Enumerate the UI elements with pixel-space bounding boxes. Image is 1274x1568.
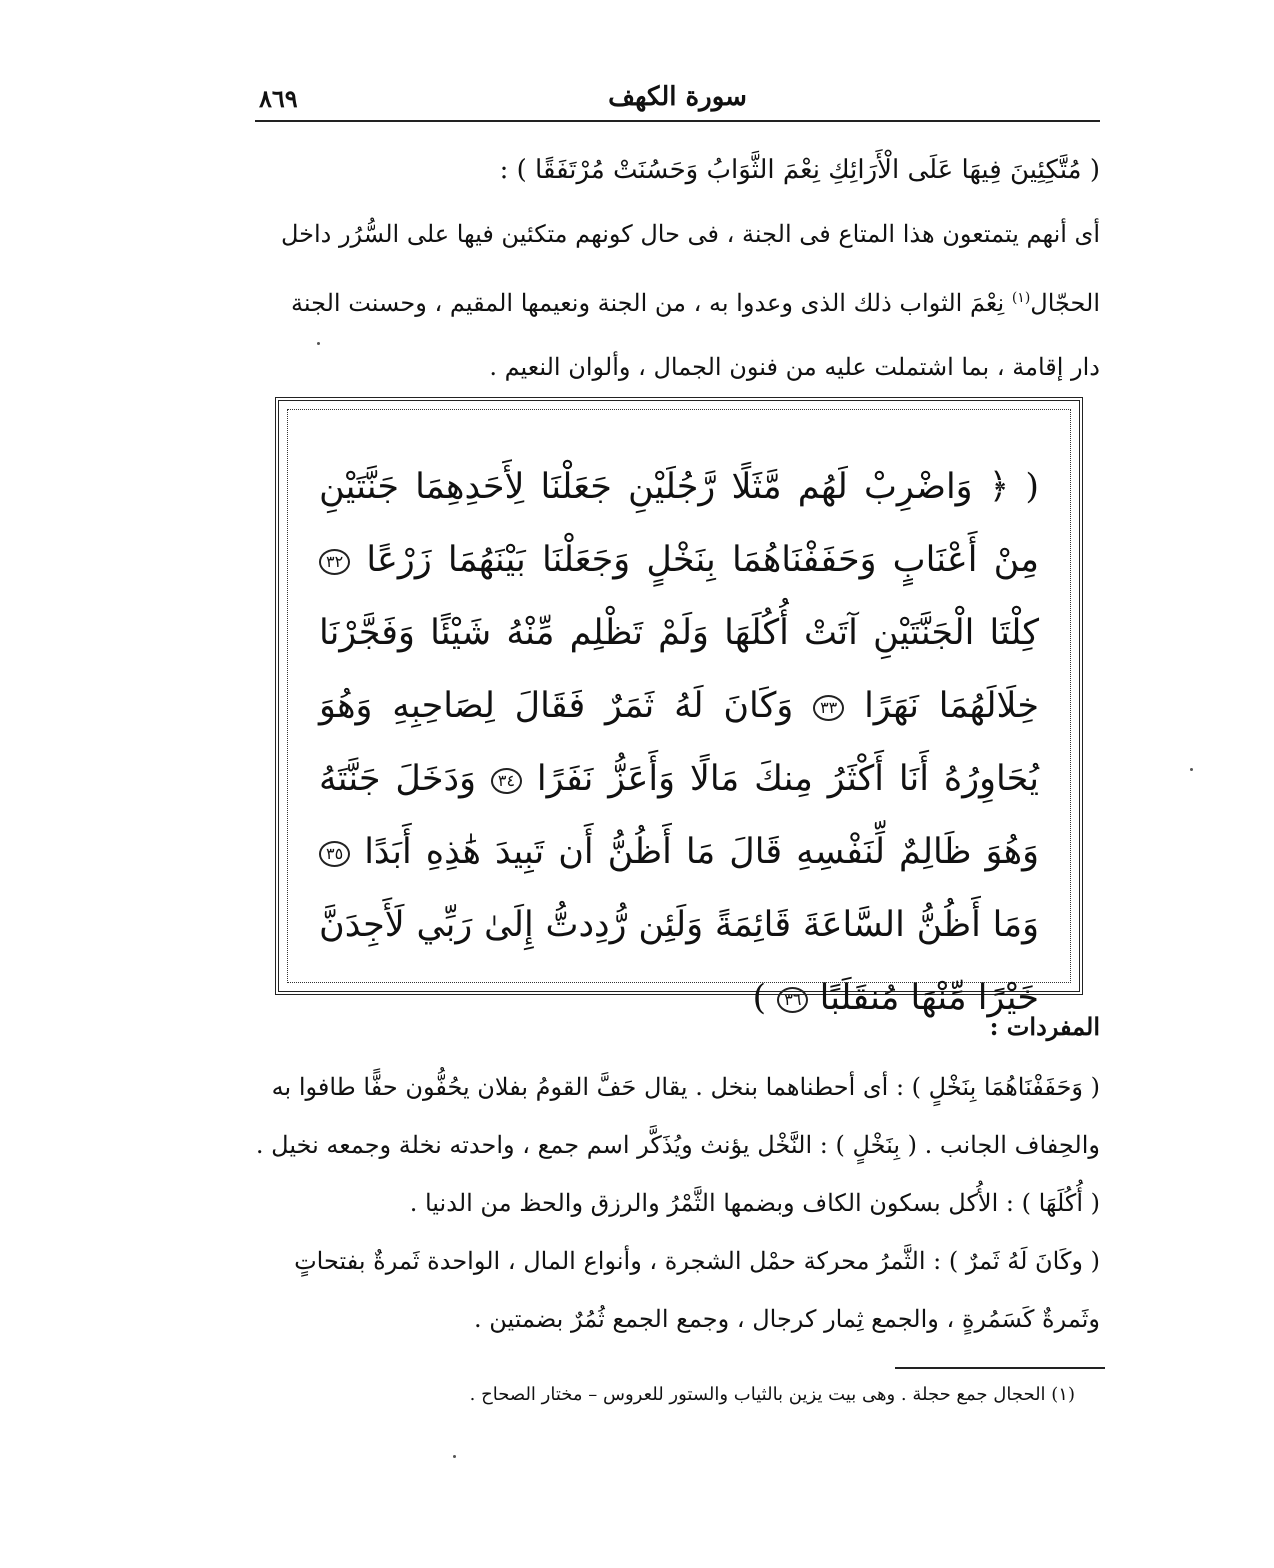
header-divider (255, 120, 1100, 122)
quran-segment-1: ( ﴿ وَاضْرِبْ لَهُم مَّثَلًا رَّجُلَيْنِ جَعَلْنَا لِأَحَدِهِمَا جَنَّتَيْنِ مِنْ أَعْنَابٍ وَحَفَفْنَاهُمَا بِنَخْلٍ وَجَعَلْنَا بَيْنَهُمَا زَرْعًا (319, 467, 1039, 580)
scan-speck (453, 1455, 456, 1458)
footnote: (١) الحجال جمع حجلة . وهى بيت يزين بالثياب والستور للعروس – مختار الصحاح . (469, 1384, 1075, 1405)
tafsir-text-2: نِعْمَ الثواب ذلك الذى وعدوا به ، من الجنة ونعيمها المقيم ، وحسنت الجنة دار إقامة ، بما اشتملت عليه من فنون الجمال ، وألوان النعيم . (291, 289, 1100, 381)
vocabulary-entry: ( وكَانَ لَهُ ثَمرٌ ) : الثَّمرُ محركة حمْل الشجرة ، وأنواع المال ، الواحدة ثَمرةٌ بفتحاتٍ وثَمرةٌ كَسَمُرةٍ ، والجمع ثِمار كرجال ، وجمع الجمع ثُمُرٌ بضمتين . (294, 1247, 1100, 1333)
ayah-number-32: ٣٢ (319, 549, 350, 575)
quran-segment-5: وَمَا أَظُنُّ السَّاعَةَ قَائِمَةً وَلَئِن رُّدِدتُّ إِلَىٰ رَبِّي لَأَجِدَنَّ خَيْرًا مِّنْهَا مُنقَلَبًا (319, 905, 1039, 1018)
quran-segment-3: وَكَانَ لَهُ ثَمَرٌ فَقَالَ لِصَاحِبِهِ وَهُوَ يُحَاوِرُهُ أَنَا أَكْثَرُ مِنكَ مَالًا وَأَعَزُّ نَفَرًا (319, 686, 1039, 799)
page-header (255, 80, 1100, 120)
ayah-number-34: ٣٤ (491, 768, 522, 794)
quran-segment-4: وَدَخَلَ جَنَّتَهُ وَهُوَ ظَالِمٌ لِّنَفْسِهِ قَالَ مَا أَظُنُّ أَن تَبِيدَ هَٰذِهِ أَبَدًا (319, 759, 1039, 872)
quran-verses (319, 451, 1039, 1035)
page-number: ٨٦٩ (259, 84, 298, 113)
vocabulary-entry: ( أُكُلَهَا ) : الأُكل بسكون الكاف وبضمها الثَّمْرُ والرزق والحظ من الدنيا . (409, 1189, 1100, 1217)
vocabulary-entry: ( وَحَفَفْنَاهُمَا بِنَخْلٍ ) : أى أحطناهما بنخل . يقال حَفَّ القومُ بفلان يحُفُّون حفًّا طافوا به والحِفاف الجانب . ( بِنَخْلٍ ) : النَّخْل يؤنث ويُذَكَّر اسم جمع ، واحدته نخلة وجمعه نخيل . (255, 1073, 1100, 1159)
footnote-divider (895, 1367, 1105, 1369)
ayah-number-35: ٣٥ (319, 841, 350, 867)
vocabulary-list (255, 1058, 1100, 1348)
ayah-number-33: ٣٣ (813, 695, 844, 721)
scan-speck (1190, 768, 1193, 771)
quran-verse-frame (275, 397, 1083, 1018)
quran-segment-2: كِلْتَا الْجَنَّتَيْنِ آتَتْ أُكُلَهَا وَلَمْ تَظْلِم مِّنْهُ شَيْئًا وَفَجَّرْنَا خِلَالَهُمَا نَهَرًا (319, 613, 1040, 726)
surah-title: سورة الكهف (608, 82, 747, 112)
verse-quote: ( مُتَّكِئِينَ فِيهَا عَلَى الْأَرَائِكِ نِعْمَ الثَّوَابُ وَحَسُنَتْ مُرْتَفَقًا ) : (499, 155, 1100, 185)
ayah-number-36: ٣٦ (777, 987, 808, 1013)
vocabulary-heading: المفردات : (989, 1012, 1100, 1041)
quran-close: ) (752, 978, 767, 1018)
footnote-marker: (١) (1011, 290, 1031, 306)
tafsir-text-1: أى أنهم يتمتعون هذا المتاع فى الجنة ، فى حال كونهم متكئين فيها على السُّرُر داخل الحجّال (280, 220, 1100, 317)
tafsir-paragraph (255, 202, 1100, 399)
scan-speck (317, 342, 320, 345)
